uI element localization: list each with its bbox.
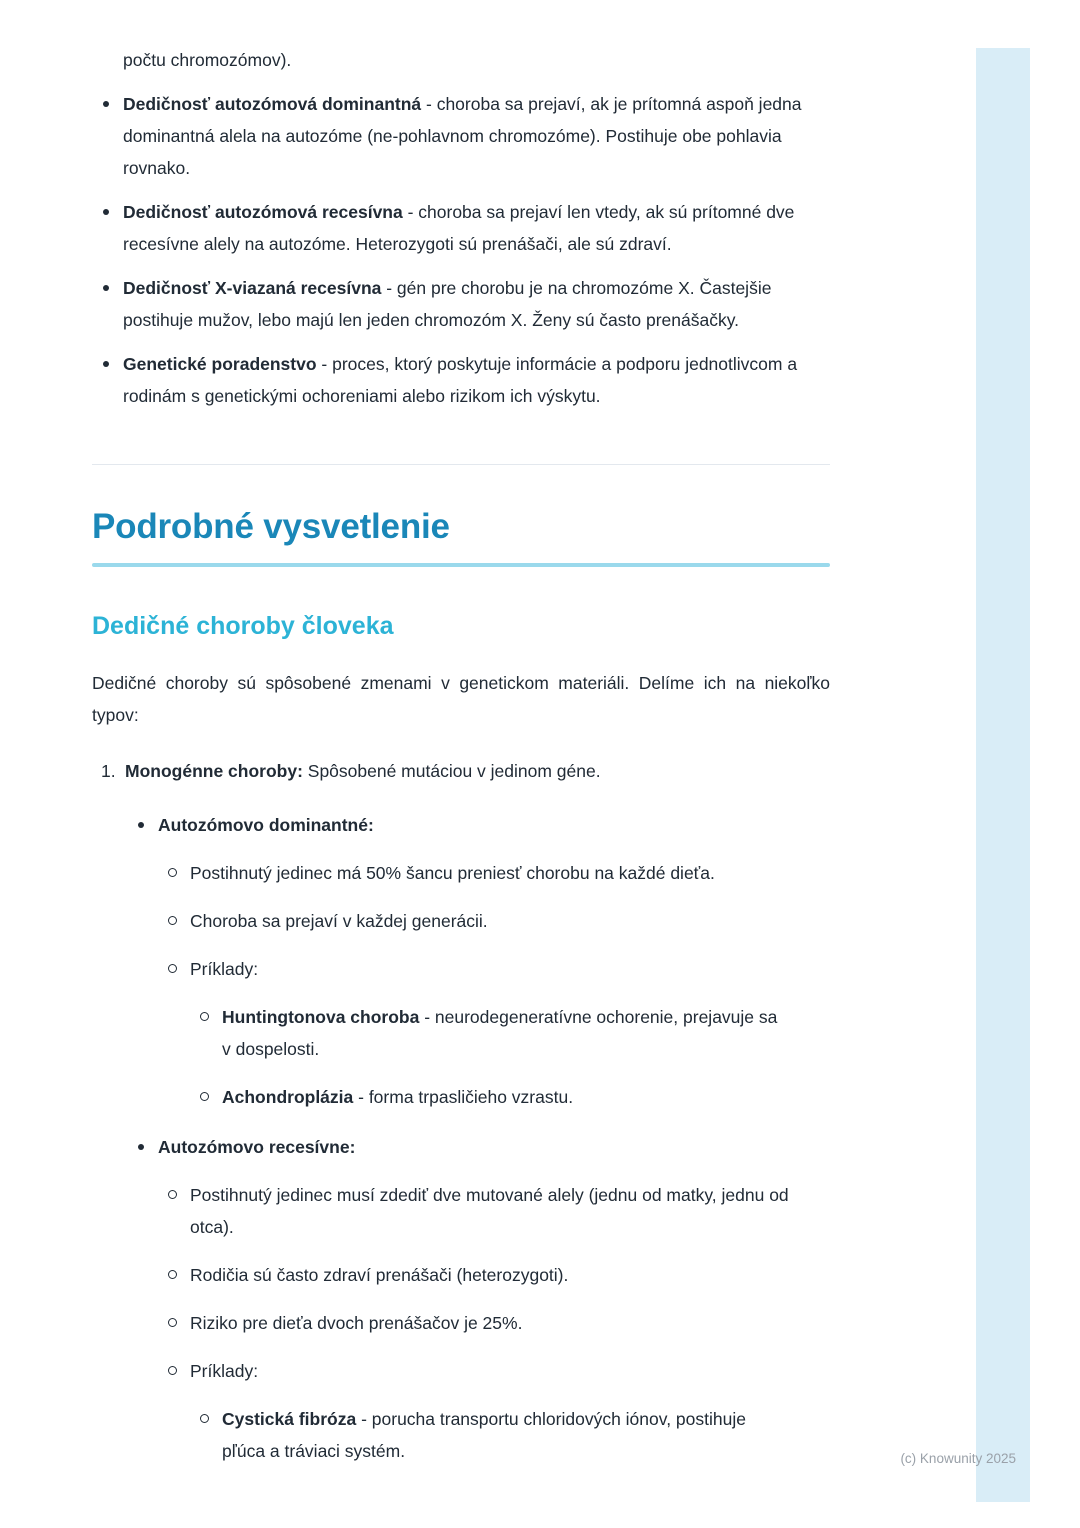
section-title-underline xyxy=(92,563,830,567)
subsection-title: Dedičné choroby človeka xyxy=(92,612,394,640)
point-text: Riziko pre dieťa dvoch prenášačov je 25%. xyxy=(190,1313,523,1333)
group-points xyxy=(158,1179,830,1467)
example-item xyxy=(222,1403,782,1467)
section-title: Podrobné vysvetlenie xyxy=(92,507,450,546)
point-item xyxy=(190,857,830,889)
definition-text: - gén pre chorobu je na chromozóme X. Častejšie postihuje mužov, lebo majú len jeden chromozóm X. Ženy sú často prenášačky. xyxy=(123,278,772,330)
group-points xyxy=(158,857,830,1113)
list-number: 1. xyxy=(101,761,116,781)
side-accent-bar xyxy=(976,48,1030,1502)
definition-term: Dedičnosť X-viazaná recesívna xyxy=(123,278,382,298)
point-text: Príklady: xyxy=(190,1361,259,1381)
definition-text: - proces, ktorý poskytuje informácie a podporu jednotlivcom a rodinám s genetickými ochoreniami alebo rizikom ich výskytu. xyxy=(123,354,798,406)
point-item xyxy=(190,1307,830,1339)
point-item xyxy=(190,1355,830,1467)
definition-term: Genetické poradenstvo xyxy=(123,354,317,374)
inheritance-groups xyxy=(125,809,830,1467)
example-text: - neurodegeneratívne ochorenie, prejavuje sa v dospelosti. xyxy=(222,1007,778,1059)
definitions-list xyxy=(92,88,830,412)
continuation-line: počtu chromozómov). xyxy=(123,50,292,70)
list-item xyxy=(123,88,830,184)
group-term: Autozómovo recesívne: xyxy=(158,1137,356,1157)
numbered-list xyxy=(92,755,830,1467)
list-item xyxy=(123,272,830,336)
definition-term: Dedičnosť autozómová recesívna xyxy=(123,202,403,222)
example-term: Achondroplázia xyxy=(222,1087,354,1107)
point-item xyxy=(190,1179,830,1243)
list-item xyxy=(123,196,830,260)
example-term: Cystická fibróza xyxy=(222,1409,357,1429)
group-term: Autozómovo dominantné: xyxy=(158,815,374,835)
point-item xyxy=(190,905,830,937)
definition-text: - choroba sa prejaví len vtedy, ak sú prítomné dve recesívne alely na autozóme. Heterozygoti sú prenášači, ale sú zdraví. xyxy=(123,202,795,254)
example-text: - forma trpasličieho vzrastu. xyxy=(353,1087,574,1107)
point-item xyxy=(190,953,830,1113)
page-content xyxy=(92,44,830,1467)
list-item xyxy=(123,348,830,412)
point-item xyxy=(190,1259,830,1291)
point-text: Postihnutý jedinec má 50% šancu preniesť chorobu na každé dieťa. xyxy=(190,863,715,883)
section-divider xyxy=(92,464,830,465)
definition-text: - choroba sa prejaví, ak je prítomná aspoň jedna dominantná alela na autozóme (ne-pohlavnom chromozóme). Postihuje obe pohlavia rovnako. xyxy=(123,94,802,178)
point-text: Rodičia sú často zdraví prenášači (heterozygoti). xyxy=(190,1265,569,1285)
group-item xyxy=(158,809,830,1113)
example-item xyxy=(222,1001,782,1065)
definition-term: Dedičnosť autozómová dominantná xyxy=(123,94,422,114)
lead-paragraph: Dedičné choroby sú spôsobené zmenami v genetickom materiáli. Delíme ich na niekoľko typov: xyxy=(92,673,830,725)
point-text: Príklady: xyxy=(190,959,259,979)
example-text: - porucha transportu chloridových iónov, postihuje pľúca a tráviaci systém. xyxy=(222,1409,746,1461)
example-item xyxy=(222,1081,782,1113)
examples-list xyxy=(190,1001,830,1113)
group-item xyxy=(158,1131,830,1467)
item-text: Spôsobené mutáciou v jedinom géne. xyxy=(302,761,601,781)
watermark: (c) Knowunity 2025 xyxy=(900,1451,1016,1466)
point-text: Choroba sa prejaví v každej generácii. xyxy=(190,911,488,931)
example-term: Huntingtonova choroba xyxy=(222,1007,420,1027)
numbered-item xyxy=(101,755,830,1467)
examples-list xyxy=(190,1403,830,1467)
item-term: Monogénne choroby: xyxy=(125,761,303,781)
point-text: Postihnutý jedinec musí zdediť dve mutované alely (jednu od matky, jednu od otca). xyxy=(190,1185,789,1237)
